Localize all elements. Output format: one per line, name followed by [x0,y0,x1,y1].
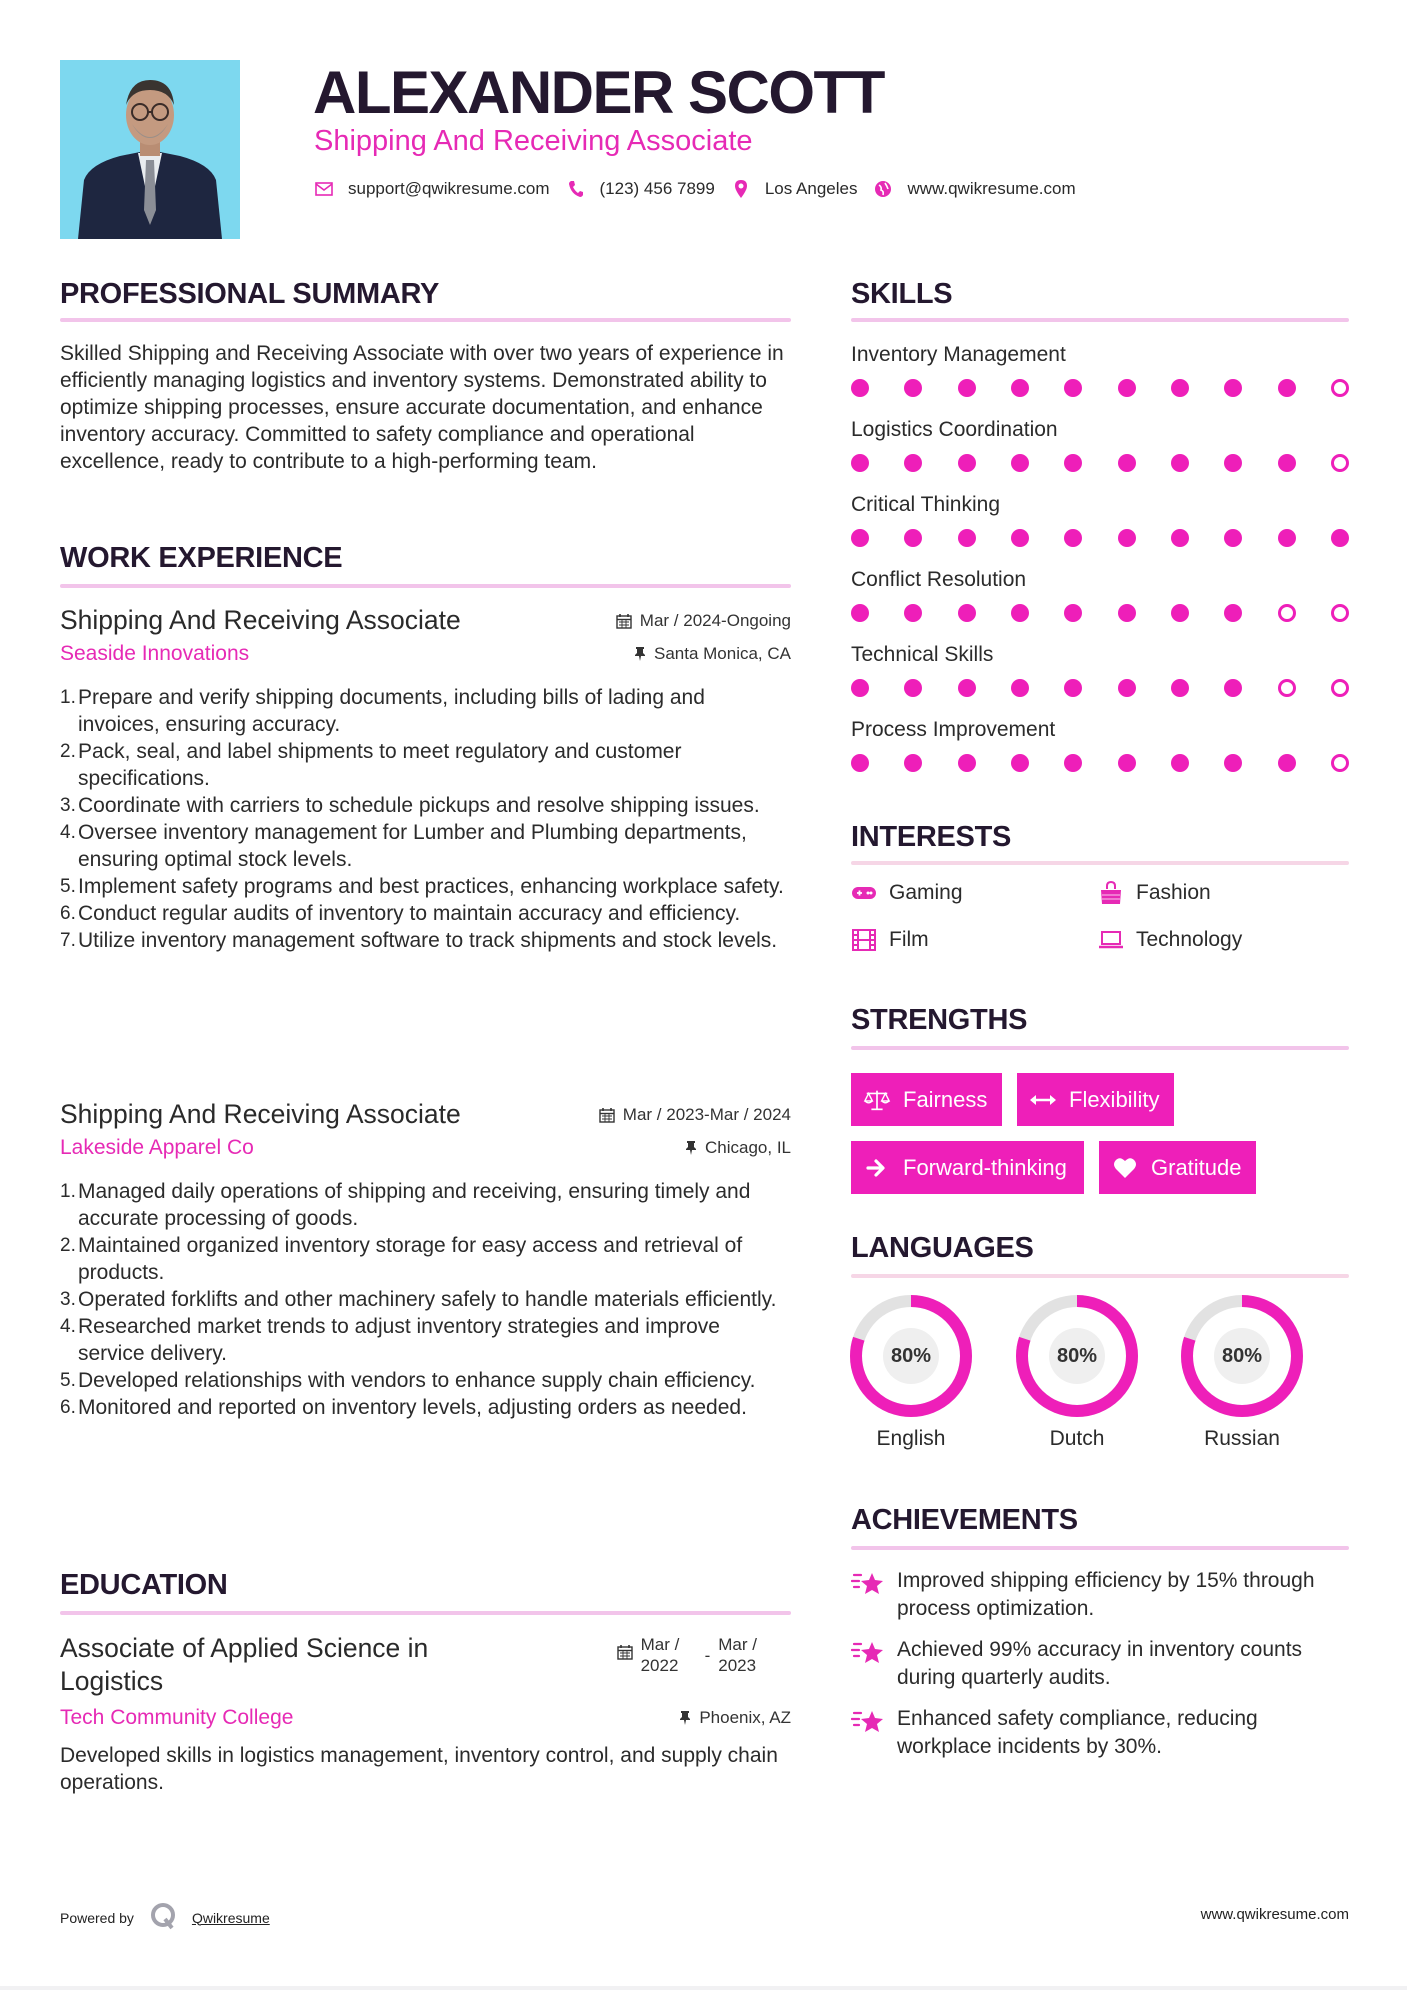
rating-dot-filled [1064,454,1082,472]
interest-item: Film [851,928,929,952]
degree: Associate of Applied Science in Logistics [60,1633,429,1696]
list-item: 6. Monitored and reported on inventory levels, adjusting orders as needed. [60,1396,747,1419]
language-progress-ring: 80% [850,1295,972,1417]
rating-dot-filled [1224,379,1242,397]
qwikresume-link[interactable]: Qwikresume [191,1909,270,1926]
rating-dot-filled [1118,754,1136,772]
pushpin-icon [685,1140,697,1156]
rating-dot-filled [1224,604,1242,622]
contact-website[interactable]: www.qwikresume.com [907,179,1076,198]
rating-dot-filled [1171,529,1189,547]
list-item: 5. Implement safety programs and best practices, enhancing workplace safety. [60,875,784,898]
achievement-item: Enhanced safety compliance, reducing workplace incidents by 30%. [851,1705,1349,1761]
education-date: Mar / 2022 - Mar / 2023 [617,1634,757,1676]
shooting-star-icon [851,1569,885,1599]
strength-chip: Flexibility [1017,1073,1174,1126]
pushpin-icon [679,1710,691,1726]
rating-dot-filled [1011,454,1029,472]
company-name: Lakeside Apparel Co [60,1136,254,1159]
rating-dot-filled [1224,454,1242,472]
rating-dot-filled [958,454,976,472]
rating-dot-filled [1064,379,1082,397]
calendar-icon [616,613,632,629]
job-entry [60,604,791,954]
shooting-star-icon [851,1707,885,1737]
section-heading-summary: PROFESSIONAL SUMMARY [60,278,440,310]
section-heading-achievements: ACHIEVEMENTS [851,1504,1078,1536]
rating-dot-empty [1331,754,1349,772]
rating-dot-filled [904,679,922,697]
rating-dot-filled [1064,529,1082,547]
contact-location: Los Angeles [764,179,858,198]
rating-dot-filled [851,679,869,697]
rating-dot-filled [1118,454,1136,472]
education-description: Developed skills in logistics management, inventory control, and supply chain operations. [60,1744,778,1794]
rating-dot-filled [1224,529,1242,547]
candidate-title: Shipping And Receiving Associate [314,125,753,157]
rating-dot-filled [958,679,976,697]
rating-dot-empty [1331,679,1349,697]
language-item: 80% English [850,1295,972,1451]
rating-dot-filled [904,529,922,547]
skills-list [851,341,1349,791]
rating-dot-filled [1064,754,1082,772]
interest-item: Fashion [1098,881,1211,905]
rating-dot-filled [851,754,869,772]
rating-dot-filled [958,754,976,772]
section-divider [60,1611,791,1615]
job-date [599,1105,791,1125]
section-heading-interests: INTERESTS [851,821,1012,853]
section-divider [851,1274,1349,1278]
rating-dot-filled [1171,379,1189,397]
rating-dot-filled [1064,679,1082,697]
achievement-item: Improved shipping efficiency by 15% through process optimization. [851,1567,1349,1623]
phone-icon [566,179,586,199]
contact-phone[interactable]: (123) 456 7899 [599,179,715,198]
job-location: Chicago, IL [685,1138,791,1158]
list-item: 7. Utilize inventory management software to track shipments and stock levels. [60,929,778,952]
list-item: 3. Operated forklifts and other machinery safely to handle materials efficiently. [60,1288,777,1311]
skill-item: Technical Skills [851,641,1349,716]
list-item: 6. Conduct regular audits of inventory to maintain accuracy and efficiency. [60,902,741,925]
rating-dot-filled [1224,754,1242,772]
rating-dot-filled [1011,604,1029,622]
arrow-right-icon [863,1156,891,1180]
film-icon [851,929,877,951]
language-item: 80% Russian [1181,1295,1303,1451]
rating-dot-filled [1171,679,1189,697]
rating-dot-filled [1171,454,1189,472]
strength-chip: Forward-thinking [851,1141,1084,1194]
rating-dot-filled [1064,604,1082,622]
qwikresume-logo-icon [150,1902,178,1933]
list-item: 2. Maintained organized inventory storage for easy access and retrieval of products. [60,1234,743,1284]
strength-chip: Fairness [851,1073,1002,1126]
page-bottom-edge [0,1986,1407,1990]
job-date-text: Mar / 2023-Mar / 2024 [622,1105,791,1124]
skill-item: Logistics Coordination [851,416,1349,491]
school-name: Tech Community College [60,1706,294,1729]
job-date-text: Mar / 2024-Ongoing [639,611,791,630]
pushpin-icon [634,646,646,662]
rating-dot-filled [851,604,869,622]
rating-dot-filled [904,604,922,622]
envelope-icon [314,179,334,199]
strength-chip: Gratitude [1099,1141,1256,1194]
list-item: 1. Prepare and verify shipping documents, including bills of lading and invoices, ensuring accuracy. [60,686,705,736]
skill-item: Critical Thinking [851,491,1349,566]
language-progress-ring: 80% [1181,1295,1303,1417]
skill-rating [851,454,1349,472]
shopping-bag-icon [1098,882,1124,904]
job-entry [60,1098,791,1421]
rating-dot-filled [851,454,869,472]
skill-rating [851,754,1349,772]
rating-dot-filled [1278,454,1296,472]
section-heading-education: EDUCATION [60,1569,228,1601]
section-divider [851,1046,1349,1050]
job-bullets [60,1178,791,1421]
rating-dot-empty [1331,604,1349,622]
shooting-star-icon [851,1638,885,1668]
gamepad-icon [851,882,877,904]
section-heading-strengths: STRENGTHS [851,1004,1028,1036]
section-heading-experience: WORK EXPERIENCE [60,542,343,574]
arrows-horizontal-icon [1029,1088,1057,1112]
job-date [616,611,791,631]
rating-dot-filled [1171,604,1189,622]
candidate-name: ALEXANDER SCOTT [313,59,884,126]
calendar-icon [617,1644,633,1660]
rating-dot-empty [1331,454,1349,472]
rating-dot-filled [1331,529,1349,547]
company-name: Seaside Innovations [60,642,250,665]
rating-dot-filled [1224,679,1242,697]
rating-dot-filled [1118,379,1136,397]
language-item: 80% Dutch [1016,1295,1138,1451]
footer-powered-by: Powered by Qwikresume [60,1902,270,1933]
rating-dot-filled [958,379,976,397]
section-divider [851,1546,1349,1550]
list-item: 2. Pack, seal, and label shipments to meet regulatory and customer specifications. [60,740,682,790]
rating-dot-filled [1011,379,1029,397]
skill-item: Process Improvement [851,716,1349,791]
skill-item: Conflict Resolution [851,566,1349,641]
list-item: 3. Coordinate with carriers to schedule pickups and resolve shipping issues. [60,794,760,817]
rating-dot-filled [1171,754,1189,772]
job-title: Shipping And Receiving Associate [60,605,461,635]
language-progress-ring: 80% [1016,1295,1138,1417]
section-divider [851,318,1349,322]
footer-website[interactable]: www.qwikresume.com [1200,1906,1349,1923]
rating-dot-filled [958,529,976,547]
rating-dot-filled [1278,529,1296,547]
rating-dot-filled [904,379,922,397]
contact-bar [314,177,1092,201]
rating-dot-filled [851,529,869,547]
section-heading-skills: SKILLS [851,278,953,310]
skill-rating [851,604,1349,622]
skill-item: Inventory Management [851,341,1349,416]
achievement-item: Achieved 99% accuracy in inventory counts during quarterly audits. [851,1636,1349,1692]
list-item: 5. Developed relationships with vendors to enhance supply chain efficiency. [60,1369,756,1392]
rating-dot-filled [904,754,922,772]
profile-photo [60,60,240,239]
interest-item: Gaming [851,881,963,905]
skill-rating [851,679,1349,697]
job-title: Shipping And Receiving Associate [60,1099,461,1129]
calendar-icon [599,1107,615,1123]
education-location: Phoenix, AZ [679,1708,791,1728]
list-item: 4. Oversee inventory management for Lumber and Plumbing departments, ensuring optimal stock levels. [60,821,747,871]
education-entry [60,1632,791,1796]
rating-dot-filled [1011,754,1029,772]
balance-scale-icon [863,1088,891,1112]
rating-dot-empty [1278,679,1296,697]
achievements-list [851,1567,1349,1761]
summary-text: Skilled Shipping and Receiving Associate with over two years of experience in efficiently managing logistics and inventory systems. Demonstrated ability to optimize shipping processes, ensure accurate documentation, and enhance inventory accuracy. Committed to safety compliance and operational excellence, ready to contribute to a high-performing team. [60,342,784,473]
rating-dot-filled [904,454,922,472]
section-heading-languages: LANGUAGES [851,1232,1034,1264]
interest-item: Technology [1098,928,1242,952]
rating-dot-empty [1331,379,1349,397]
globe-icon [873,179,893,199]
skill-rating [851,529,1349,547]
rating-dot-filled [1011,679,1029,697]
rating-dot-filled [1011,529,1029,547]
job-bullets [60,684,791,954]
rating-dot-filled [851,379,869,397]
rating-dot-filled [1118,679,1136,697]
map-pin-icon [731,179,751,199]
section-divider [60,584,791,588]
rating-dot-filled [1118,529,1136,547]
rating-dot-empty [1278,604,1296,622]
heart-icon [1111,1156,1139,1180]
list-item: 1. Managed daily operations of shipping and receiving, ensuring timely and accurate processing of goods. [60,1180,751,1230]
skill-rating [851,379,1349,397]
contact-email[interactable]: support@qwikresume.com [348,179,550,198]
rating-dot-filled [1278,754,1296,772]
rating-dot-filled [958,604,976,622]
section-divider [60,318,791,322]
rating-dot-filled [1118,604,1136,622]
section-divider [851,861,1349,865]
job-location: Santa Monica, CA [634,644,791,664]
laptop-icon [1098,929,1124,951]
list-item: 4. Researched market trends to adjust inventory strategies and improve service delivery. [60,1315,720,1365]
rating-dot-filled [1278,379,1296,397]
